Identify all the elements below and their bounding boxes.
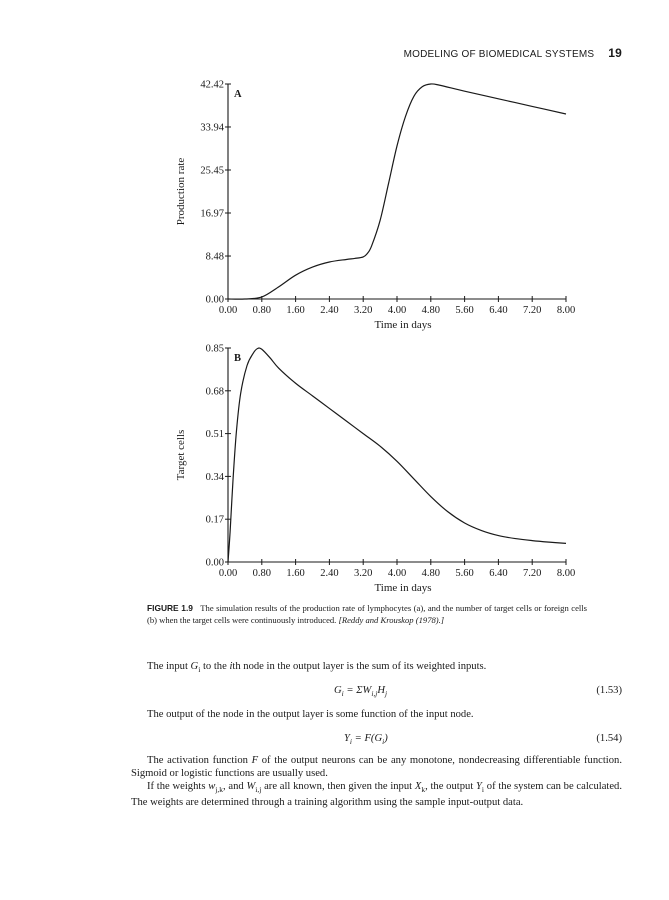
running-title: MODELING OF BIOMEDICAL SYSTEMS xyxy=(403,49,595,60)
y-tick-label: 0.68 xyxy=(205,386,224,398)
x-tick-label: 4.00 xyxy=(387,568,407,579)
y-tick-label: 0.34 xyxy=(205,471,224,483)
x-tick-label: 4.00 xyxy=(387,305,407,316)
x-tick-label: 7.20 xyxy=(523,568,542,579)
x-tick-label: 1.60 xyxy=(286,568,305,579)
y-tick-label: 33.94 xyxy=(200,122,224,134)
equation-body: $Y_i = F(G_i)$ xyxy=(344,733,388,747)
y-tick-label: 8.48 xyxy=(205,251,224,263)
paragraph-activation: The activation function F of the output neurons can be any monotone, nondecreasing differentiable function. Sigmoid or logistic functions are usually used. xyxy=(131,755,622,779)
chart-target-cells xyxy=(0,333,669,608)
y-tick-label: 16.97 xyxy=(200,208,224,220)
x-tick-label: 0.80 xyxy=(252,568,271,579)
running-head xyxy=(0,46,622,60)
y-tick-label: 42.42 xyxy=(200,79,224,91)
body-text xyxy=(131,660,622,830)
y-tick-label: 0.17 xyxy=(205,514,224,526)
equation-number: (1.53) xyxy=(596,685,622,696)
panel-label: A xyxy=(234,89,242,100)
x-tick-label: 2.40 xyxy=(320,305,339,316)
x-tick-label: 3.20 xyxy=(354,568,373,579)
y-tick-label: 25.45 xyxy=(200,165,224,177)
x-tick-label: 1.60 xyxy=(286,305,305,316)
caption-text: The simulation results of the production rate of lymphocytes (a), and the number of target cells or foreign cells (b) when the target cells were continuously introduced. xyxy=(147,603,588,625)
data-curve xyxy=(228,84,566,299)
x-tick-label: 8.00 xyxy=(556,568,576,579)
y-axis-label: Target cells xyxy=(175,429,187,481)
x-tick-label: 0.80 xyxy=(252,305,271,316)
paragraph-weights: If the weights $w_{j,k}$, and $W_{i,j}$ are all known, then given the input $X_k$, the output $Y_i$ of the system can be calculated. The weights are determined through a training algorithm using the sample input-output data. xyxy=(131,781,622,809)
x-tick-label: 7.20 xyxy=(523,305,542,316)
x-tick-label: 3.20 xyxy=(354,305,373,316)
x-tick-label: 2.40 xyxy=(320,568,339,579)
x-tick-label: 5.60 xyxy=(455,305,474,316)
x-tick-label: 0.00 xyxy=(218,568,238,579)
y-axis-label: Production rate xyxy=(175,157,187,226)
equation-1-54 xyxy=(131,732,622,746)
equation-number: (1.54) xyxy=(596,733,622,744)
x-tick-label: 6.40 xyxy=(489,568,508,579)
y-tick-label: 0.51 xyxy=(205,429,224,441)
y-tick-label: 0.00 xyxy=(205,294,224,306)
y-tick-label: 0.00 xyxy=(205,557,224,569)
x-tick-label: 8.00 xyxy=(556,305,576,316)
x-axis-label: Time in days xyxy=(374,582,432,594)
figure-caption xyxy=(147,603,587,626)
x-tick-label: 5.60 xyxy=(455,568,474,579)
caption-citation: [Reddy and Krouskop (1978).] xyxy=(338,614,445,625)
x-tick-label: 6.40 xyxy=(489,305,508,316)
page-number: 19 xyxy=(608,46,622,60)
chart-production-rate xyxy=(0,66,669,336)
data-curve xyxy=(228,348,566,562)
paragraph-output-input: The input $G_i$ to the ith node in the output layer is the sum of its weighted inputs. xyxy=(147,661,487,675)
x-tick-label: 0.00 xyxy=(218,305,238,316)
x-tick-label: 4.80 xyxy=(421,305,440,316)
paragraph-output-function: The output of the node in the output layer is some function of the input node. xyxy=(147,709,474,720)
equation-1-53 xyxy=(131,684,622,698)
x-axis-label: Time in days xyxy=(374,319,432,331)
caption-label: FIGURE 1.9 xyxy=(147,603,193,613)
equation-body: $G_i = \Sigma W_{i,j}H_j$ xyxy=(334,685,388,699)
x-tick-label: 4.80 xyxy=(421,568,440,579)
panel-label: B xyxy=(234,353,242,364)
y-tick-label: 0.85 xyxy=(205,343,224,355)
